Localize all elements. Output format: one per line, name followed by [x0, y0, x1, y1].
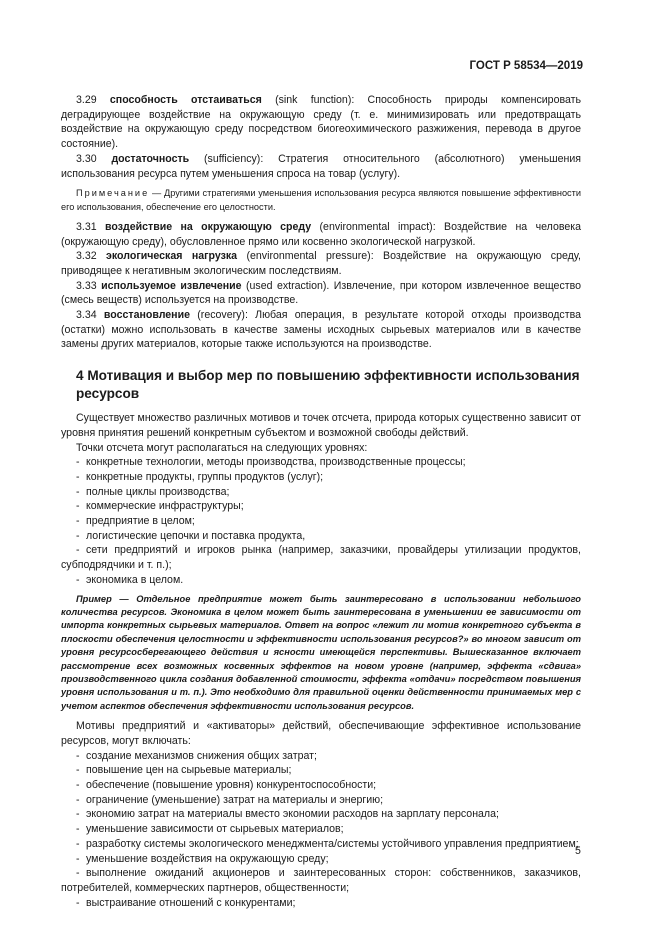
list-item: - логистические цепочки и поставка продукта, [61, 529, 581, 544]
list-item: - полные циклы производства; [61, 485, 581, 500]
definition-text: (environmental impact): Воздействие на человека (окружающую среду), обусловленное прямо или косвенно экологической нагрузкой. [61, 220, 581, 248]
definition-term: используемое извлечение [101, 279, 242, 292]
definition-3-31 [61, 220, 581, 249]
list-item: - создание механизмов снижения общих затрат; [61, 749, 581, 764]
example-block: Пример — Отдельное предприятие может быть заинтересовано в использовании небольшого количества ресурсов. Экономика в целом может быть заинтересована в уменьшении ее зависимости от импорта конкретных сырьевых материалов. Ответ на вопрос «лежит ли мотив конкретного субъекта в плоскости обеспечения целостности и эффективности использования ресурсов?» во многом зависит от уровня ресурсосберегающего действия и ясности имеющейся перспективы. Вышесказанное включает рассмотрение всех возможных косвенных эффектов на новом уровне (например, эффекта «сдвига» производственного цикла создания добавленной стоимости, эффекта «отдачи» посредством повышения уровня использования и т. п.). Это необходимо для правильной оценки действенности принимаемых мер с учетом аспектов обеспечения эффективности использования ресурсов. [61, 593, 581, 711]
section-4-title: 4 Мотивация и выбор мер по повышению эффективности использования ресурсов [76, 368, 580, 401]
definition-term: достаточность [111, 152, 190, 165]
list-item: - коммерческие инфраструктуры; [61, 499, 581, 514]
definition-number: 3.34 [76, 309, 97, 322]
definitions-block-1 [61, 93, 581, 181]
list-item: - уменьшение зависимости от сырьевых материалов; [61, 822, 581, 837]
definition-number: 3.31 [76, 220, 97, 233]
list-item: - сети предприятий и игроков рынка (например, заказчики, провайдеры утилизации продуктов, субподрядчики и т. п.); [61, 543, 581, 572]
definition-text: (sink function): Способность природы компенсировать деградирующее воздействие на окружающую среду (т. е. минимизировать или предотвращать воздействие на окружающую среду посредством биогеохимического разжижения, перевода в другое состояние). [61, 94, 582, 151]
levels-list [61, 455, 581, 587]
list-item: - уменьшение воздействия на окружающую среду; [61, 852, 581, 867]
list-item: - разработку системы экологического менеджмента/системы устойчивого управления предприятием; [61, 837, 581, 852]
definition-number: 3.30 [76, 152, 97, 165]
definition-number: 3.29 [76, 94, 97, 106]
definition-text: (sufficiency): Стратегия относительного (абсолютного) уменьшения использования ресурса путем уменьшения спроса на товар (услугу). [61, 152, 581, 180]
definition-3-29 [61, 93, 581, 152]
definition-term: воздействие на окружающую среду [105, 220, 312, 233]
list-item: - выстраивание отношений с конкурентами; [61, 896, 581, 911]
definition-text: (environmental pressure): Воздействие на окружающую среду, приводящее к негативным экологическим последствиям. [61, 250, 581, 277]
list-item: - конкретные технологии, методы производства, производственные процессы; [61, 455, 581, 470]
standard-header: ГОСТ Р 58534—2019 [469, 60, 583, 72]
list-item: - обеспечение (повышение уровня) конкурентоспособности; [61, 778, 581, 793]
definitions-block-2 [61, 220, 581, 352]
list-item: - ограничение (уменьшение) затрат на материалы и энергию; [61, 793, 581, 808]
definition-3-33 [61, 279, 581, 308]
list-item: - повышение цен на сырьевые материалы; [61, 763, 581, 778]
definition-3-30 [61, 152, 581, 181]
definition-term: восстановление [103, 309, 190, 322]
section-4-para-1: Существует множество различных мотивов и точек отсчета, природа которых существенно зависит от уровня принятия решений конкретным субъектом и возможной свободы действий. [61, 412, 581, 439]
page-number: 5 [575, 845, 581, 857]
definition-term: экологическая нагрузка [106, 250, 238, 263]
list-item: - предприятие в целом; [61, 514, 581, 529]
list-item: - экономию затрат на материалы вместо экономии расходов на зарплату персонала; [61, 807, 581, 822]
note [61, 187, 581, 214]
page-content [61, 93, 581, 910]
section-4-para-3: Мотивы предприятий и «активаторы» действий, обеспечивающие эффективное использование ресурсов, могут включать: [61, 720, 581, 747]
definition-number: 3.33 [76, 279, 97, 292]
list-item: - выполнение ожиданий акционеров и заинтересованных сторон: собственников, заказчиков, потребителей, коммерческих партнеров, общественности; [61, 866, 581, 895]
note-label: Примечание [76, 188, 150, 199]
section-4-para-2: Точки отсчета могут располагаться на следующих уровнях: [76, 441, 368, 454]
definition-text: (used extraction). Извлечение, при котором извлеченное вещество (смесь веществ) используется на производстве. [61, 279, 581, 307]
definition-text: (recovery): Любая операция, в результате которой отходы производства (остатки) можно использовать в качестве замены исходных сырьевых материалов или в качестве замены других материалов, которые также используются на производстве. [61, 309, 581, 351]
list-item: - экономика в целом. [61, 573, 581, 588]
motives-list [61, 749, 581, 911]
definition-term: способность отстаиваться [109, 94, 262, 106]
list-item: - конкретные продукты, группы продуктов (услуг); [61, 470, 581, 485]
definition-number: 3.32 [76, 250, 97, 263]
definition-3-32 [61, 249, 581, 278]
definition-3-34 [61, 308, 581, 352]
note-text: — Другими стратегиями уменьшения использования ресурса являются повышение эффективности его использования, обеспечение его целостности. [61, 188, 581, 212]
